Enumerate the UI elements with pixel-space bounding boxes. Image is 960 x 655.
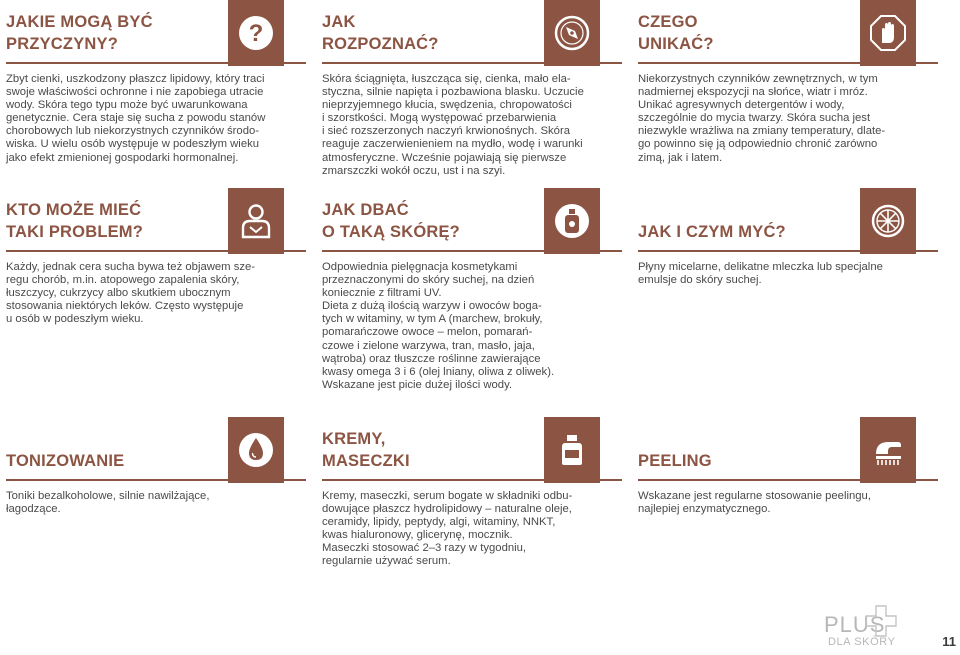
divider xyxy=(322,250,622,252)
page-number: 11 xyxy=(942,634,956,649)
section-text: Toniki bezalkoholowe, silnie nawilżające, łagodzące. xyxy=(6,490,210,516)
svg-text:?: ? xyxy=(248,20,264,47)
section-text: Każdy, jednak cera sucha bywa też objawem sze- regu chorób, m.in. atopowego zapalenia skóry, łuszczycy, cukrzycy albo skutkiem ubocznym stosowania niektórych leków. Często występuje u osób w podeszłym wieku. xyxy=(6,261,256,326)
logo-subtext: DLA SKÓRY xyxy=(828,636,896,648)
section-toning xyxy=(6,417,306,516)
divider xyxy=(322,479,622,481)
section-header xyxy=(322,417,622,481)
section-wash xyxy=(638,188,938,287)
section-title: JAK I CZYM MYĆ? xyxy=(638,223,786,241)
section-text: Odpowiednia pielęgnacja kosmetykami przeznaczonymi do skóry suchej, na dzień koniecznie z filtrami UV. Dieta z dużą ilością warzyw i owoców boga- tych w witaminy, w tym A (marchew, brokuły, pomarańczowe owoce – melon, pomarań- czowe i zielone warzywa, tran, masło, jaja, wątroba) oraz tłuszcze roślinne zawierające kwasy omega 3 i 6 (olej lniany, oliwa z oliwek). Wskazane jest picie dużej ilości wody. xyxy=(322,261,555,391)
section-header xyxy=(638,417,938,481)
section-text: Kremy, maseczki, serum bogate w składniki odbu- dowujące płaszcz hydrolipidowy – naturalne oleje, ceramidy, lipidy, peptydy, algi, witaminy, NNKT, kwas hialuronowy, glicerynę, mocznik. Maseczki stosować 2–3 razy w tygodniu, regularnie używać serum. xyxy=(322,490,573,568)
divider xyxy=(322,62,622,64)
divider xyxy=(638,479,938,481)
section-header xyxy=(322,0,622,64)
section-text: Wskazane jest regularne stosowanie peelingu, najlepiej enzymatycznego. xyxy=(638,490,871,516)
section-who xyxy=(6,188,306,326)
section-title: CZEGO UNIKAĆ? xyxy=(638,13,714,53)
question-mark-icon xyxy=(228,0,284,66)
stop-hand-icon xyxy=(860,0,916,66)
section-header xyxy=(6,417,306,481)
section-header xyxy=(638,188,938,252)
section-text: Skóra ściągnięta, łuszcząca się, cienka, mało ela- styczna, silnie napięta i pozbawiona blasku. Uczucie nieprzyjemnego kłucia, swędzenia, chropowatości i szorstkości. Mogą występować przebarwienia i sieć rozszerzonych naczyń krwionośnych. Skóra reaguje zaczerwienieniem na mydło, wodę i warunki atmosferyczne. Wcześnie pojawiają się pierwsze zmarszczki wokół oczu, ust i na szyi. xyxy=(322,73,584,177)
section-title: TONIZOWANIE xyxy=(6,452,125,470)
divider xyxy=(638,62,938,64)
section-header xyxy=(6,0,306,64)
section-header xyxy=(6,188,306,252)
section-title: PEELING xyxy=(638,452,712,470)
divider xyxy=(6,479,306,481)
section-creams xyxy=(322,417,622,569)
jar-icon xyxy=(544,417,600,483)
section-causes xyxy=(6,0,306,165)
section-title: KTO MOŻE MIEĆ TAKI PROBLEM? xyxy=(6,201,144,241)
section-title: JAK ROZPOZNAĆ? xyxy=(322,13,439,53)
person-icon xyxy=(228,188,284,254)
section-title: JAK DBAĆ O TAKĄ SKÓRĘ? xyxy=(322,201,460,241)
section-recognize xyxy=(322,0,622,178)
plus-cross-icon xyxy=(864,604,898,638)
section-care xyxy=(322,188,622,392)
section-text: Zbyt cienki, uszkodzony płaszcz lipidowy, który traci swoje właściwości ochronne i nie zapobiega utracie wody. Skóra tego typu może być uwarunkowana genetycznie. Cera staje się sucha z powodu stanów chorobowych lub niekorzystnych czynników środo- wiska. U wielu osób występuje w podeszłym wieku jako efekt zmienionej gospodarki hormonalnej. xyxy=(6,73,266,164)
section-text: Płyny micelarne, delikatne mleczka lub specjalne emulsje do skóry suchej. xyxy=(638,261,883,287)
citrus-slice-icon xyxy=(860,188,916,254)
section-peeling xyxy=(638,417,938,516)
section-header xyxy=(638,0,938,64)
divider xyxy=(638,250,938,252)
section-text: Niekorzystnych czynników zewnętrznych, w tym nadmiernej ekspozycji na słońce, wiatr i mróz. Unikać agresywnych detergentów i wody, szczególnie do mycia twarzy. Skóra sucha jest niezwykle wrażliwa na zmiany temperatury, dlate- go powinno się ją odpowiednio chronić zarówno zimą, jak i latem. xyxy=(638,73,886,164)
compass-icon xyxy=(544,0,600,66)
logo-text: PLUS xyxy=(824,612,886,637)
divider xyxy=(6,250,306,252)
cosmetics-icon xyxy=(544,188,600,254)
brand-logo xyxy=(824,604,904,650)
section-title: JAKIE MOGĄ BYĆ PRZYCZYNY? xyxy=(6,13,153,53)
divider xyxy=(6,62,306,64)
brush-icon xyxy=(860,417,916,483)
section-header xyxy=(322,188,622,252)
section-avoid xyxy=(638,0,938,165)
drop-icon xyxy=(228,417,284,483)
section-title: KREMY, MASECZKI xyxy=(322,430,410,470)
